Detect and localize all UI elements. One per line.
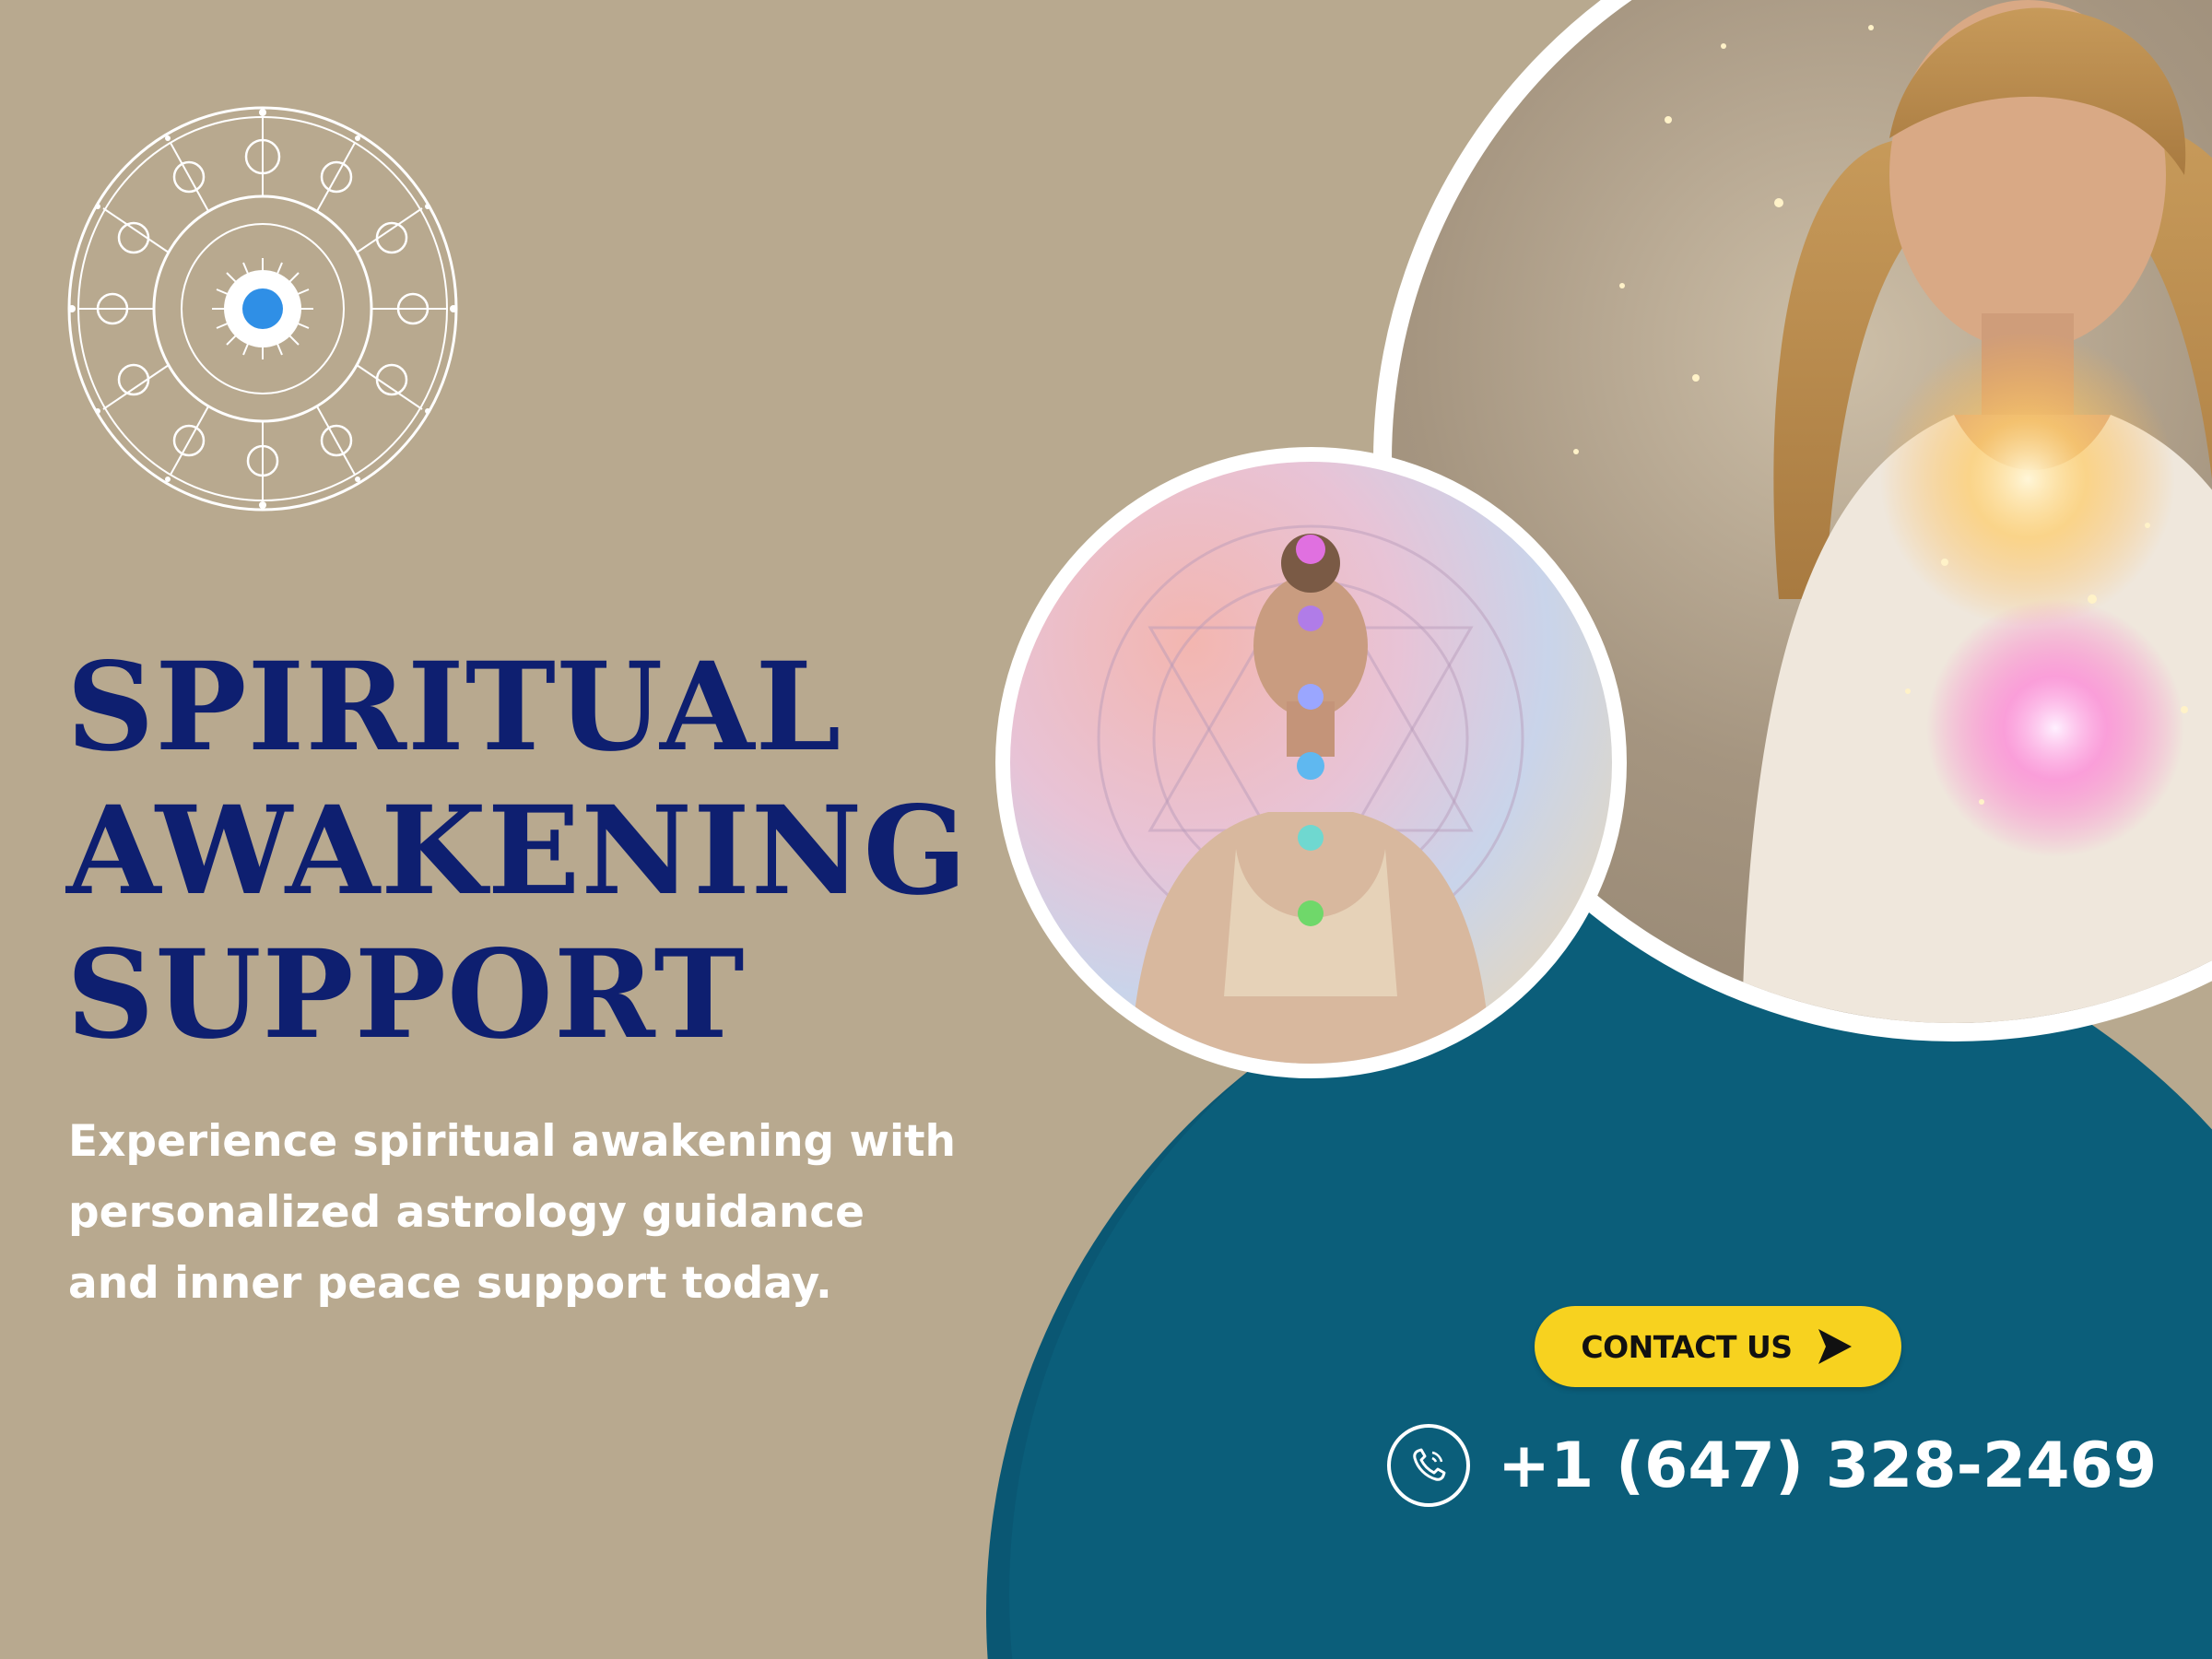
phone-contact[interactable] [1387,1419,2157,1512]
title-line-2: AWAKENING [66,780,969,923]
chakra-photo [995,447,1627,1078]
description-line-3: and inner peace support today. [68,1258,832,1309]
description [68,1106,990,1319]
title-line-3: SUPPORT [66,924,746,1066]
description-line-1: Experience spiritual awakening with [68,1116,957,1167]
contact-us-button[interactable] [1535,1306,1901,1387]
title-line-1: SPIRITUAL [66,636,842,779]
description-line-2: personalized astrology guidance [68,1187,865,1238]
page-title [66,636,968,1067]
contact-us-label: CONTACT US [1581,1328,1793,1365]
phone-number[interactable]: +1 (647) 328-2469 [1498,1429,2158,1502]
play-arrow-icon [1813,1325,1855,1368]
phone-icon [1387,1424,1470,1507]
zodiac-wheel-icon [65,101,461,516]
